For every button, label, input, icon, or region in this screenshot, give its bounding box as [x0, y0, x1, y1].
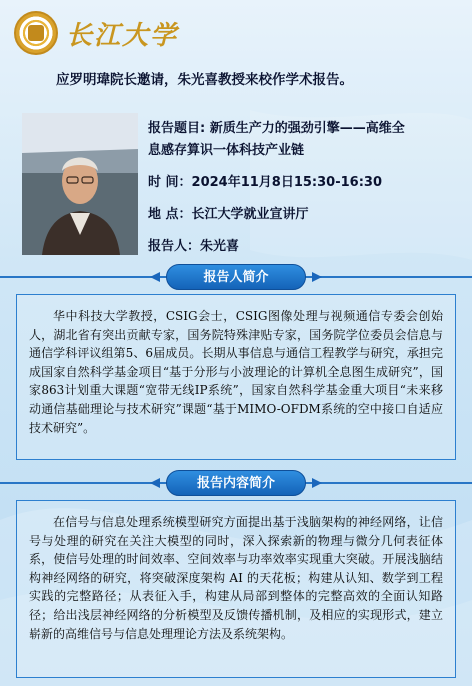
report-speaker: 报告人：朱光喜: [148, 239, 240, 254]
speaker-section-header: [0, 264, 472, 290]
content-section-header: [0, 470, 472, 496]
report-content-panel: [16, 500, 456, 678]
report-title-line-2: 息感存算识一体科技产业链: [148, 143, 305, 158]
speaker-bio-text: 华中科技大学教授，CSIG会士，CSIG图像处理与视频通信专委会创始人，湖北省有突出贡献专家，国务院特殊津贴专家，国务院学位委员会信息与通信学科评议组第5、6届成员。长期从事信息与通信工程教学与研究，承担完成国家自然科学基金项目“基于分形与小波理论的计算机全息图生成研究”，国家863计划重大课题“宽带无线IP系统”，国家自然科学基金重大项目“未来移动通信基础理论与技术研究”课题“基于MIMO-OFDM系统的空中接口自适应技术研究”。: [29, 309, 443, 435]
speaker-photo: [22, 113, 138, 255]
university-seal-logo: [14, 11, 58, 55]
university-logo-text: 长江大学: [66, 20, 179, 51]
content-section-title: 报告内容简介: [166, 470, 306, 496]
report-info: [148, 118, 448, 258]
report-time: 时 间：2024年11月8日15:30-16:30: [148, 175, 383, 190]
invitation-intro: 应罗明瑋院长邀请，朱光喜教授来校作学术报告。: [56, 72, 353, 88]
report-title-line-1: 报告题目: 新质生产力的强劲引擎——高维全: [148, 121, 405, 136]
report-place: 地 点：长江大学就业宣讲厅: [148, 207, 309, 222]
header: [14, 10, 178, 56]
speaker-section-title: 报告人简介: [166, 264, 306, 290]
speaker-bio-panel: [16, 294, 456, 460]
report-content-text: 在信号与信息处理系统模型研究方面提出基于浅脑架构的神经网络，让信号与处理的研究在关注大模型的同时，深入探索新的物理与微分几何表征体系，使信号处理的时间效率、空间效率与功率效率实现重大突破。开展浅脑结构神经网络的研究，将突破深度架构 AI 的天花板；构建从认知、数学到工程实践的完整路径；从表征入手，构建从局部到整体的完整高效的全面认知路径；给出浅层神经网络的分析模型及反馈传播机制，及相应的实现形式，建立崭新的高维信号与信息处理理论方法及系统架构。: [29, 515, 443, 641]
